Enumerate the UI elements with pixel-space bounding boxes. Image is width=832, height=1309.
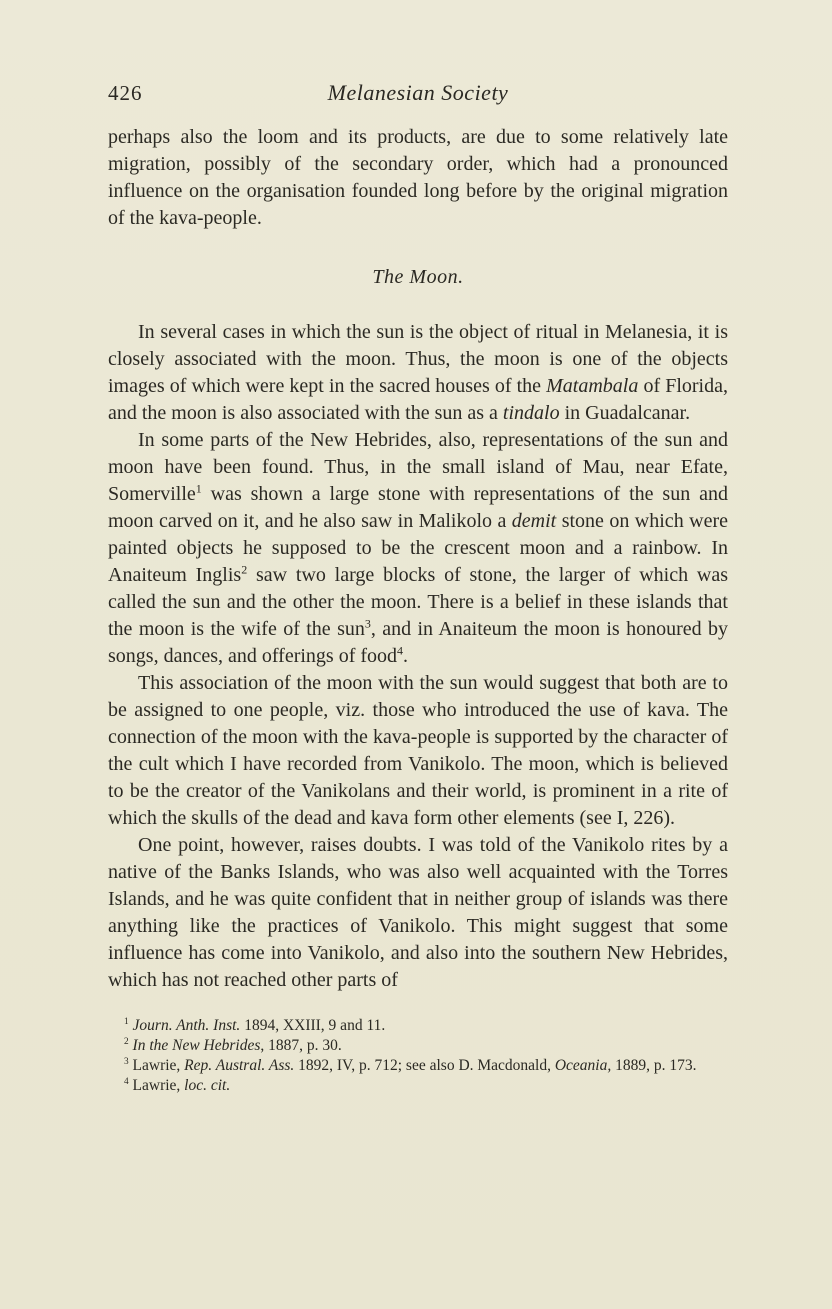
paragraph-association: This association of the moon with the sun would suggest that both are to be assigned to one people, viz. those who introduced the use of kava. The connection of the moon with the kava-people is supported by the character of the cult which I have recorded from Vanikolo. The moon, which is believed to be the creator of the Vanikolans and their world, is prominent in a rite of which the skulls of the dead and kava form other elements (see I, 226). — [108, 672, 728, 829]
footnote-2: $^2$ In the New Hebrides, 1887, p. 30. — [124, 1036, 342, 1054]
paragraph-sun-moon: In several cases in which the sun is the object of ritual in Melanesia, it is closely associated with the moon. Thus, the moon is one of the objects images of which were kept in the sacred houses of the Matambala of Florida, and the moon is also associated with the sun as a tindalo in Guadalcanar. — [108, 321, 728, 424]
paragraph-continuation: perhaps also the loom and its products, are due to some relatively late migration, possibly of the secondary order, which had a pronounced influence on the organisation founded long before by the original migration of the kava-people. — [108, 126, 728, 229]
section-heading: The Moon. — [372, 266, 464, 288]
page-number: 426 — [108, 81, 143, 105]
footnote-4: $^4$ Lawrie, loc. cit. — [124, 1076, 231, 1094]
footnote-1: $^1$ Journ. Anth. Inst. 1894, XXIII, 9 and 11. — [124, 1016, 386, 1034]
footnotes-section — [108, 1016, 728, 1096]
page-header — [108, 80, 728, 106]
running-title: Melanesian Society — [327, 80, 509, 105]
paragraph-new-hebrides: In some parts of the New Hebrides, also, representations of the sun and moon have been found. Thus, in the small island of Mau, near Efate, Somerville$^1$ was shown a large stone with representations of the sun and moon carved on it, and he also saw in Malikolo a demit stone on which were painted objects he supposed to be the crescent moon and a rainbow. In Anaiteum Inglis$^2$ saw two large blocks of stone, the larger of which was called the sun and the other the moon. There is a belief in these islands that the moon is the wife of the sun$^3$, and in Anaiteum the moon is honoured by songs, dances, and offerings of food$^4$. — [108, 429, 728, 667]
paragraph-one-point: One point, however, raises doubts. I was told of the Vanikolo rites by a native of the Banks Islands, who was also well acquainted with the Torres Islands, and he was quite confident that in neither group of islands was there anything like the practices of Vanikolo. This might suggest that some influence has come into Vanikolo, and also into the southern New Hebrides, which has not reached other parts of — [108, 834, 728, 991]
page-body — [108, 124, 728, 994]
footnote-3: $^3$ Lawrie, Rep. Austral. Ass. 1892, IV, p. 712; see also D. Macdonald, Oceania, 1889, p. 173. — [124, 1056, 697, 1074]
